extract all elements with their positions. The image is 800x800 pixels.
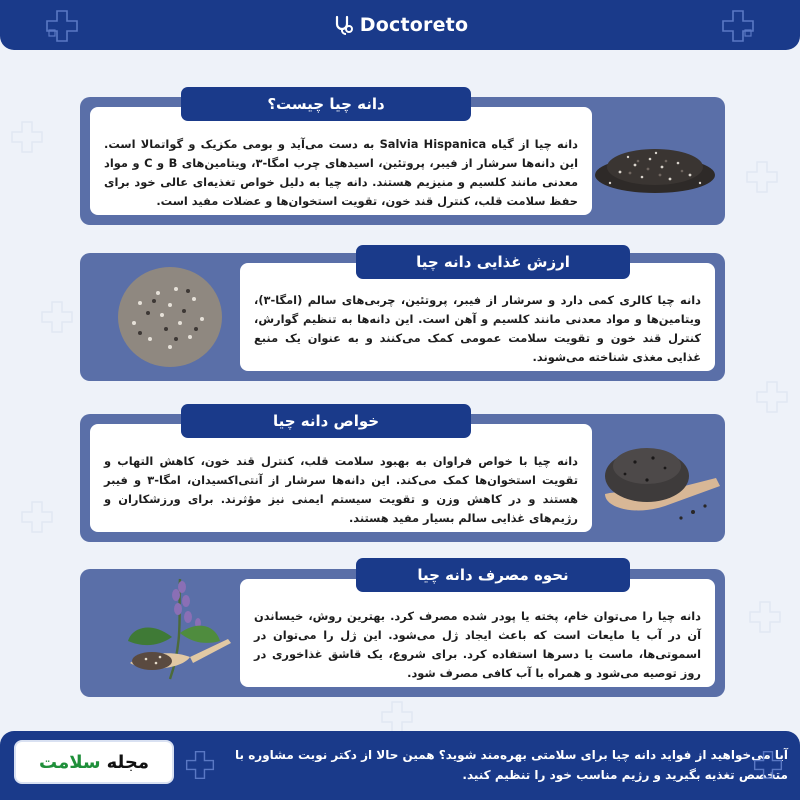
section-body: دانه چیا کالری کمی دارد و سرشار از فیبر، پروتئین، چربی‌های سالم (امگا-۳)، ویتامین‌ها و مواد معدنی مانند کلسیم و آهن است. این دانه‌ها به تنظیم گوارش، کنترل قند خون و تقویت سلامت عمومی کمک می‌کنند و به عنوان یک منبع غذایی مغذی شناخته می‌شوند. (254, 293, 701, 364)
section-body: دانه چیا را می‌توان خام، پخته یا پودر شده مصرف کرد. بهترین روش، خیساندن آن در آب یا مایعات است که باعث ایجاد ژل می‌شود. این ژل را می‌توان در اسموتی‌ها، ماست یا دسرها استفاده کرد. برای شروع، یک قاشق غذاخوری در روز توصیه می‌شود و همراه با آب کافی مصرف شود. (254, 609, 701, 680)
section-title-benefits: خواص دانه چیا (181, 404, 471, 438)
medical-cross-icon (720, 8, 756, 44)
medical-cross-icon (380, 700, 414, 734)
brand-name: Doctoreto (359, 14, 469, 36)
badge-accent: سلامت (39, 751, 101, 773)
section-body: دانه چیا با خواص فراوان به بهبود سلامت قلب، کنترل قند خون، کاهش التهاب و تقویت استخوان‌ها کمک می‌کند. این دانه‌ها سرشار از آنتی‌اکسیدان، امگا-۳ و فیبر هستند و در کاهش وزن و تقویت سیستم ایمنی نیز مؤثرند. برای ورزشکاران و رژیم‌های غذایی سالم بسیار مفید هستند. (104, 454, 578, 525)
medical-cross-icon (748, 600, 782, 634)
section-body: دانه چیا از گیاه Salvia Hispanica به دست می‌آید و بومی مکزیک و گواتمالا است. این دانه‌ها سرشار از فیبر، پروتئین، اسیدهای چرب امگا-۳، ویتامین‌های B و C و مواد معدنی مانند کلسیم و منیزیم هستند. دانه چیا به دلیل خواص تغذیه‌ای عالی خود برای حفظ سلامت قلب، کنترل قند خون، تقویت استخوان‌ها و عضلات مفید است. (104, 137, 578, 208)
medical-cross-icon (44, 8, 80, 44)
section-title-what-is: دانه چیا چیست؟ (181, 87, 471, 121)
section-text-box (90, 107, 592, 215)
footer-cta-text: آیا می‌خواهید از فواید دانه چیا برای سلامتی بهره‌مند شوید؟ همین حالا از دکتر نوبت مشاوره با متخصص تغذیه بگیرید و رژیم مناسب خود را تنظیم کنید. (235, 748, 788, 782)
badge-word: مجله (106, 751, 149, 773)
medical-cross-icon (745, 160, 779, 194)
medical-cross-icon (20, 500, 54, 534)
section-title-usage: نحوه مصرف دانه چیا (356, 558, 630, 592)
medical-cross-icon (10, 120, 44, 154)
chia-plant-spoon-illustration (110, 573, 240, 693)
stethoscope-icon (332, 14, 354, 36)
section-text-box (90, 424, 592, 532)
chia-powder-spoon-illustration (595, 426, 720, 532)
medical-cross-icon (40, 300, 74, 334)
section-text-box (240, 263, 715, 371)
chia-seed-bowl-illustration (110, 263, 230, 371)
magazine-badge[interactable] (14, 740, 174, 784)
brand-logo[interactable] (332, 14, 468, 36)
chia-seed-pile-illustration (590, 117, 720, 207)
header-bar (0, 0, 800, 50)
section-text-box (240, 579, 715, 687)
medical-cross-icon (752, 749, 784, 781)
medical-cross-icon (184, 749, 216, 781)
medical-cross-icon (755, 380, 789, 414)
section-title-nutrition: ارزش غذایی دانه چیا (356, 245, 630, 279)
